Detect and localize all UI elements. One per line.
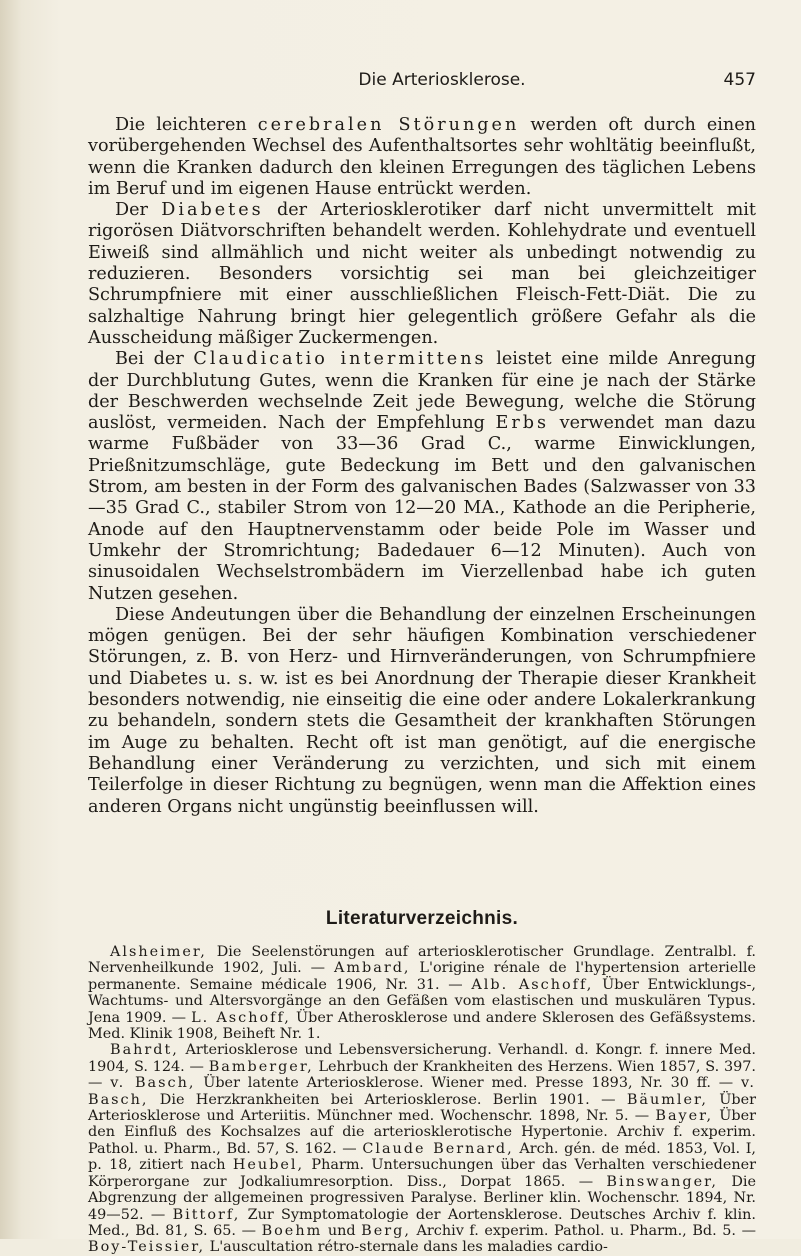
paragraph-diabetes — [88, 200, 756, 349]
reference-text: L'auscultation rétro-sternale dans les maladies cardio- — [205, 1239, 608, 1256]
reference-text: Über den Einfluß des Kochsalzes auf die arteriosklerotische Hypertonie. Archiv f. experim. Pathol. u. Pharm., Bd. 57, S. 162. — — [88, 1108, 757, 1157]
reference-text: Pharm. Untersuchungen über das Verhalten verschiedener Körperorgane zur Jodkaliumresorption. Diss., Dorpat 1865. — — [88, 1157, 756, 1190]
reference-author: Ambard, — [334, 960, 411, 977]
reference-author: Berg, — [361, 1222, 411, 1239]
text-run: der Arteriosklerotiker darf nicht unvermittelt mit rigorösen Diätvorschriften behandelt werden. Kohlehydrate und eventuell Eiweiß sind allmählich und nicht weiter als unbedingt notwendig zu reduzieren. Besonders vorsichtig sei man bei gleichzeitiger Schrumpfniere mit einer ausschließlichen Fleisch-Fett-Diät. Die zu salzhaltige Nahrung bringt hier gelegentlich größere Gefahr als die Ausscheidung mäßiger Zuckermengen. — [88, 200, 757, 348]
reference-text: Archiv f. experim. Pathol. u. Pharm., Bd. 5. — — [410, 1222, 756, 1239]
reference-author: Bahrdt, — [110, 1042, 179, 1059]
emphasis-author: Erbs — [495, 413, 550, 434]
main-text — [88, 115, 756, 818]
reference-text: L'origine rénale de l'hypertension arterielle permanente. Semaine médicale 1906, Nr. 31. — — [88, 960, 757, 993]
reference-author: Binswanger, — [606, 1173, 719, 1190]
reference-text: Die Herzkrankheiten bei Arteriosklerose. Berlin 1901. — — [148, 1091, 627, 1108]
emphasis-term: Diabetes — [161, 200, 264, 221]
reference-text: Lehrbuch der Krankheiten des Herzens. Wien 1857, S. 397. — — [88, 1058, 756, 1092]
reference-author: Boehm — [261, 1222, 323, 1239]
reference-entry — [88, 1042, 756, 1255]
text-run: leistet eine milde Anregung der Durchblutung Gutes, wenn die Kranken für eine je nach der Stärke der Beschwerden wechselnde Zeit jede Bewegung, welche die Störung auslöst, vermeiden. Nach der Empfehlung — [88, 349, 756, 434]
paragraph-summary: Diese Andeutungen über die Behandlung der einzelnen Erscheinungen mögen genügen. Bei der sehr häufigen Kombination verschiedener Störungen, z. B. von Herz- und Hirnveränderungen, von Schrumpfniere und Diabetes u. s. w. ist es bei Anordnung der Therapie dieser Krankheit besonders notwendig, nie einseitig die eine oder andere Lokalerkrankung zu behandeln, sondern stets die Gesamtheit der krankhaften Störungen im Auge zu behalten. Recht oft ist man genötigt, auf die energische Behandlung einer Veränderung zu verzichten, und sich mit einem Teilerfolge in dieser Richtung zu begnügen, wenn man die Affektion eines anderen Organs nicht ungünstig beeinflussen will. — [88, 604, 756, 817]
reference-author: Bittorf, — [172, 1206, 241, 1223]
running-title: Die Arteriosklerose. — [358, 70, 526, 90]
page-number: 457 — [723, 70, 756, 90]
emphasis-term: cerebralen Störungen — [257, 115, 520, 135]
paragraph-cerebral — [88, 115, 756, 200]
reference-entry — [88, 944, 756, 1042]
reference-author: Alb. Aschoff, — [471, 976, 594, 993]
reference-text: Arteriosklerose und Lebensversicherung. Verhandl. d. Kongr. f. innere Med. 1904, S. 124. — — [88, 1042, 756, 1075]
paragraph-claudicatio — [88, 349, 756, 605]
text-run: werden oft durch einen vorübergehenden Wechsel des Aufenthaltsortes sehr wohltätig beeinflußt, wenn die Kranken dadurch den kleinen Erregungen des täglichen Lebens im Beruf und im eigenen Hause entrückt werden. — [88, 115, 756, 199]
reference-text: Zur Symptomatologie der Aortensklerose. Deutsches Archiv f. klin. Med., Bd. 81, S. 65. — — [88, 1206, 756, 1239]
reference-author: Bayer, — [655, 1108, 714, 1125]
reference-author: Heubel, — [232, 1157, 305, 1174]
reference-author: Bamberger, — [208, 1058, 314, 1075]
running-header — [88, 70, 756, 94]
text-run: Der — [115, 200, 162, 221]
reference-author: Claude Bernard, — [362, 1140, 514, 1157]
reference-author: v. Basch, — [88, 1075, 756, 1108]
reference-author: Alsheimer, — [110, 944, 207, 960]
reference-author: Boy-Teissier, — [88, 1239, 206, 1256]
reference-text: Über Arteriosklerose und Arteriitis. Münchner med. Wochenschr. 1898, Nr. 5. — — [88, 1091, 756, 1125]
reference-author: L. Aschoff, — [191, 1009, 291, 1026]
text-run: verwendet man dazu warme Fußbäder von 33—36 Grad C., warme Einwicklungen, Prießnitzumschläge, gute Bedeckung im Bett und den galvanischen Strom, am besten in der Form des galvanischen Bades (Salzwasser von 33—35 Grad C., stabiler Strom von 12—20 MA., Kathode an die Peripherie, Anode auf den Hauptnervenstamm oder beide Pole im Wasser und Umkehr der Stromrichtung; Badedauer 6—12 Minuten). Auch von sinusoidalen Wechselstrombädern im Vierzellenbad habe ich guten Nutzen gesehen. — [88, 413, 756, 604]
reference-text: Über latente Arteriosklerose. Wiener med. Presse 1893, Nr. 30 ff. — — [195, 1075, 741, 1092]
reference-text: Über Atherosklerose und andere Sklerosen des Gefäßsystems. Med. Klinik 1908, Beiheft Nr. 1. — [88, 1009, 756, 1043]
reference-author: v. Basch, — [110, 1075, 196, 1092]
reference-text: Arch. gén. de méd. 1853, Vol. I, p. 18, zitiert nach — [88, 1140, 757, 1174]
literature-heading: Literaturverzeichnis. — [325, 908, 519, 929]
reference-text: Über Entwicklungs-, Wachtums- und Altersvorgänge an den Gefäßen vom elastischen und muskulären Typus. Jena 1909. — — [88, 976, 756, 1026]
reference-author: Bäumler, — [626, 1091, 708, 1108]
text-run: Die leichteren — [115, 115, 258, 135]
literature-list — [88, 944, 756, 1256]
reference-text: Die Seelenstörungen auf arteriosklerotischer Grundlage. Zentralbl. f. Nervenheilkunde 1902, Juli. — — [88, 944, 756, 977]
reference-text: und — [322, 1222, 362, 1239]
emphasis-term: Claudicatio intermittens — [193, 349, 487, 370]
reference-text: Die Abgrenzung der allgemeinen progressiven Paralyse. Berliner klin. Wochenschr. 1894, Nr. 49—52. — — [88, 1173, 756, 1223]
text-run: Bei der — [115, 349, 194, 370]
